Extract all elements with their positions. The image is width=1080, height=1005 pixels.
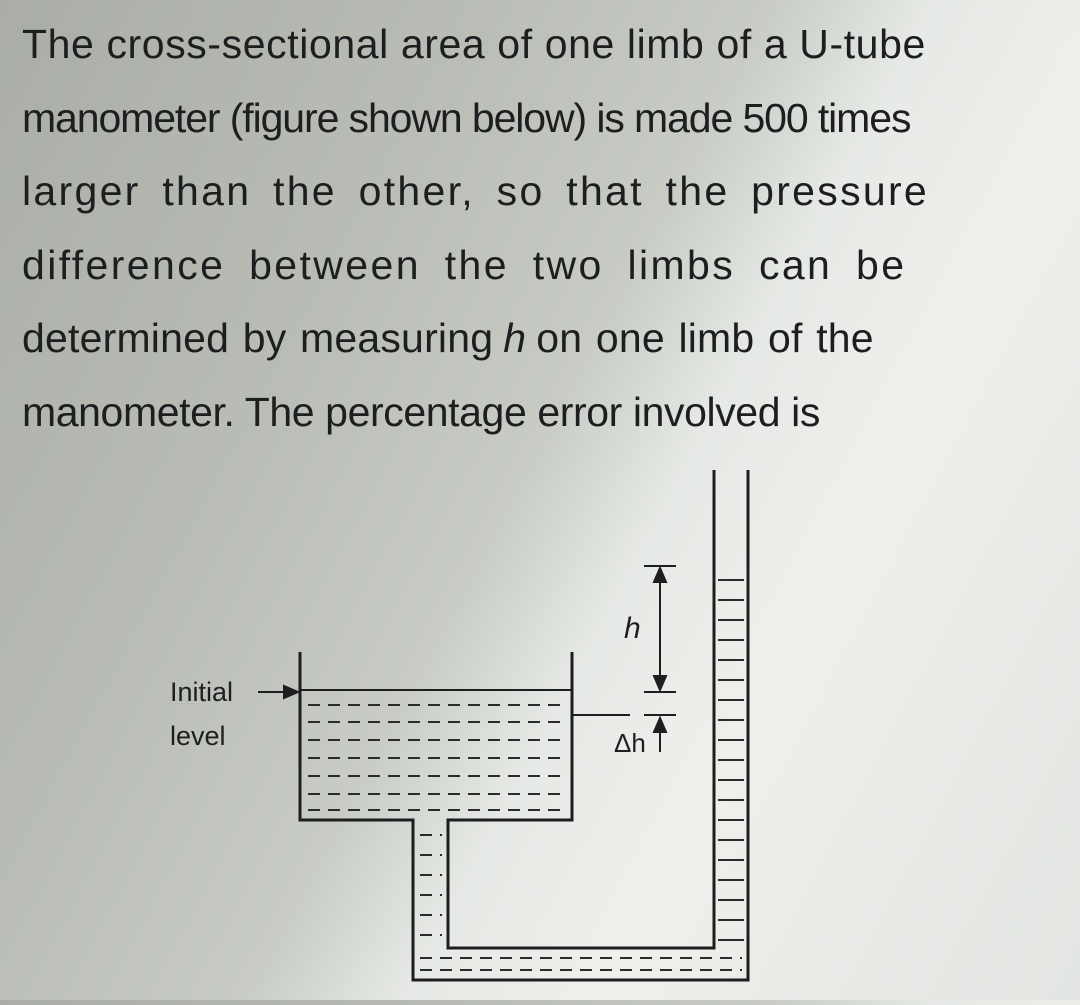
question-line-2: manometer (figure shown below) is made 500 times [22,94,911,141]
delta-h-label: Δh [614,728,646,758]
question-line-6: manometer. The percentage error involved is [22,388,820,435]
delta-h-dimension-arrow [644,715,676,752]
initial-level-label-line2: level [170,721,226,751]
manometer-inner-wall [448,470,714,948]
liquid-hatching [308,705,742,970]
initial-level-label-line1: Initial [170,677,234,707]
h-dimension-arrow [644,566,676,692]
initial-level-pointer-arrow [258,686,298,698]
question-line-5-start: determined by measuring [22,315,494,361]
question-line-1: The cross-sectional area of one limb of a U-tube [22,21,926,67]
question-line-4: difference between the two limbs can be [22,241,907,288]
question-line-3: larger than the other, so that the pressure [22,168,930,214]
manometer-outer-wall [300,470,748,980]
variable-h: h [503,315,527,361]
question-line-5-end: on one limb of the [536,315,874,361]
h-label: h [624,612,641,645]
narrow-limb-hatching [718,580,744,940]
